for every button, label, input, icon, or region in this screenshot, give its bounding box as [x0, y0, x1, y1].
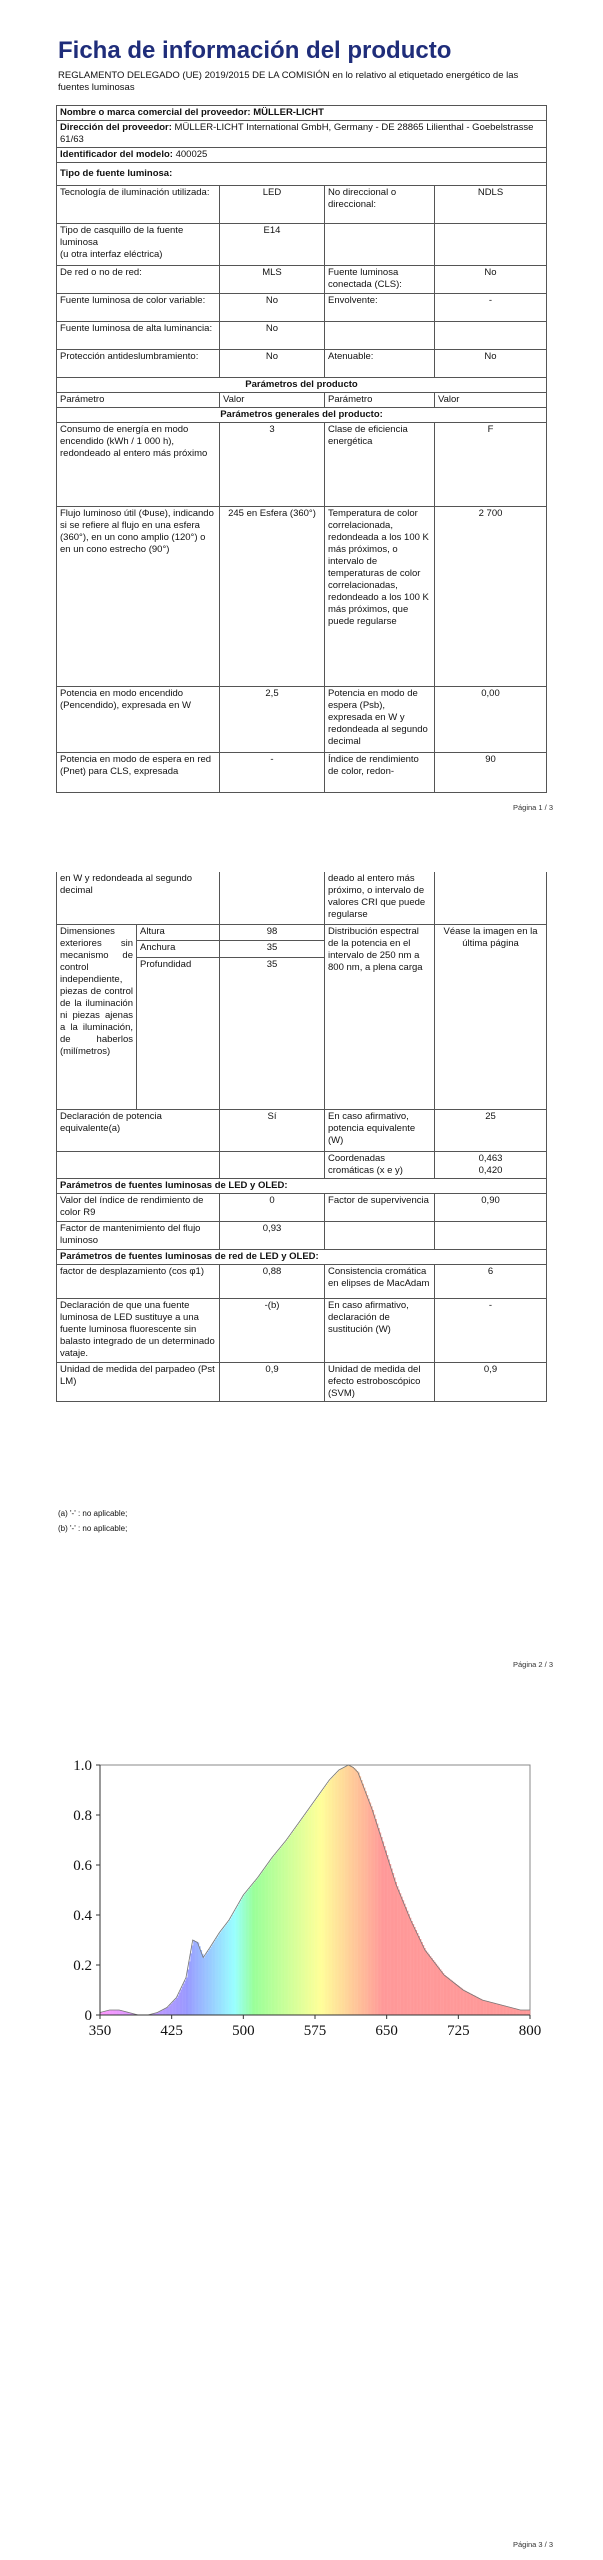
- param-value: No: [220, 350, 325, 378]
- param-label: Unidad de medida del parpadeo (Pst LM): [57, 1362, 220, 1401]
- dimension-key: Profundidad: [137, 957, 220, 1109]
- param-value: 2,5: [220, 687, 325, 753]
- type-heading: Tipo de fuente luminosa:: [57, 163, 547, 186]
- param-value: No: [435, 266, 547, 294]
- param-label: Coordenadas cromáticas (x e y): [325, 1151, 435, 1178]
- param-label: Flujo luminoso útil (Φuse), indicando si se refiere al flujo en una esfera (360°), en un cono amplio (120°) o en un cono estrecho (90°): [57, 507, 220, 687]
- param-label: [325, 1221, 435, 1249]
- param-value: -: [435, 294, 547, 322]
- y-tick-label: 0: [84, 2008, 92, 2024]
- x-tick-label: 650: [375, 2023, 398, 2039]
- spectrum-stripe: [529, 2010, 531, 2015]
- page-number: Página 1 / 3: [512, 803, 553, 812]
- param-value: E14: [220, 224, 325, 266]
- param-label: Índice de rendimiento de color, redon-: [325, 753, 435, 793]
- param-value: 3: [220, 423, 325, 507]
- product-info-table: [56, 105, 547, 793]
- param-value: 6: [435, 1264, 547, 1298]
- param-value: No: [435, 350, 547, 378]
- spectral-distribution-chart: [40, 1755, 550, 2055]
- param-label: Consumo de energía en modo encendido (kWh / 1 000 h), redondeado al entero más próximo: [57, 423, 220, 507]
- params-heading: Parámetros del producto: [57, 378, 547, 393]
- param-value: 0,9: [220, 1362, 325, 1401]
- param-value: 0,463 0,420: [435, 1151, 547, 1178]
- param-label: De red o no de red:: [57, 266, 220, 294]
- param-value: -(b): [220, 1298, 325, 1362]
- param-value: -: [220, 753, 325, 793]
- param-value: Sí: [220, 1109, 325, 1151]
- param-label: factor de desplazamiento (cos φ1): [57, 1264, 220, 1298]
- page-number: Página 3 / 3: [512, 2540, 553, 2549]
- param-label: Potencia en modo de espera en red (Pnet) para CLS, expresada: [57, 753, 220, 793]
- page-2: [0, 870, 603, 1692]
- footnote-a: (a) '-' : no aplicable;: [58, 1509, 128, 1518]
- param-label: Tipo de casquillo de la fuente luminosa (u otra interfaz eléctrica): [57, 224, 220, 266]
- param-value: 25: [435, 1109, 547, 1151]
- param-label: Tecnología de iluminación utilizada:: [57, 186, 220, 224]
- col-value: Valor: [435, 393, 547, 408]
- product-info-table-continued: [56, 872, 547, 1402]
- led-heading: Parámetros de fuentes luminosas de LED y OLED:: [57, 1178, 547, 1193]
- model-identifier: Identificador del modelo: 400025: [57, 148, 547, 163]
- param-label: Distribución espectral de la potencia en el intervalo de 250 nm a 800 nm, a plena carga: [325, 924, 435, 1109]
- x-tick-label: 725: [447, 2023, 470, 2039]
- param-value: [435, 1221, 547, 1249]
- param-label: Factor de supervivencia: [325, 1193, 435, 1221]
- document-title: Ficha de información del producto: [58, 37, 452, 64]
- param-label: Fuente luminosa de color variable:: [57, 294, 220, 322]
- param-value: 0,88: [220, 1264, 325, 1298]
- supplier-name: Nombre o marca comercial del proveedor: MÜLLER-LICHT: [57, 106, 547, 121]
- dimension-value: 35: [220, 957, 325, 1109]
- param-label: Protección antideslumbramiento:: [57, 350, 220, 378]
- dimension-key: Altura: [137, 924, 220, 941]
- param-value: 0,9: [435, 1362, 547, 1401]
- param-value: 0: [220, 1193, 325, 1221]
- param-label: Temperatura de color correlacionada, redondeada a los 100 K más próximos, o intervalo de temperaturas de color correlacionadas, redondeado a los 100 K más próximos, que puede regularse: [325, 507, 435, 687]
- param-label: Clase de eficiencia energética: [325, 423, 435, 507]
- param-label: en W y redondeada al segundo decimal: [57, 872, 220, 924]
- param-label: Consistencia cromática en elipses de MacAdam: [325, 1264, 435, 1298]
- y-tick-label: 1.0: [73, 1758, 92, 1774]
- y-tick-label: 0.4: [73, 1908, 92, 1924]
- param-value: 0,93: [220, 1221, 325, 1249]
- param-value: 0,90: [435, 1193, 547, 1221]
- param-value: 90: [435, 753, 547, 793]
- param-label: No direccional o direccional:: [325, 186, 435, 224]
- x-tick-label: 575: [303, 2023, 327, 2039]
- param-value: F: [435, 423, 547, 507]
- param-label: Envolvente:: [325, 294, 435, 322]
- dimensions-label: Dimensiones exteriores sin mecanismo de control independiente, piezas de control de la iluminación ni piezas ajenas a la iluminación, de haberlos (milímetros): [57, 924, 137, 1109]
- param-label: Factor de mantenimiento del flujo luminoso: [57, 1221, 220, 1249]
- mains-heading: Parámetros de fuentes luminosas de red de LED y OLED:: [57, 1249, 547, 1264]
- param-value: 2 700: [435, 507, 547, 687]
- dimension-value: 35: [220, 941, 325, 958]
- general-heading: Parámetros generales del producto:: [57, 408, 547, 423]
- y-tick-label: 0.8: [73, 1808, 92, 1824]
- param-label: Potencia en modo encendido (Pencendido), expresada en W: [57, 687, 220, 753]
- y-tick-label: 0.6: [73, 1858, 92, 1874]
- param-value: No: [220, 294, 325, 322]
- dimension-value: 98: [220, 924, 325, 941]
- param-value: LED: [220, 186, 325, 224]
- col-value: Valor: [220, 393, 325, 408]
- x-tick-label: 800: [518, 2023, 542, 2039]
- param-label: En caso afirmativo, declaración de sustitución (W): [325, 1298, 435, 1362]
- param-label: Declaración de que una fuente luminosa de LED sustituye a una fuente luminosa fluorescente sin balasto integrado de un determinado vataje.: [57, 1298, 220, 1362]
- param-label: [325, 322, 435, 350]
- page-1: [0, 0, 603, 822]
- param-label: En caso afirmativo, potencia equivalente (W): [325, 1109, 435, 1151]
- dimension-key: Anchura: [137, 941, 220, 958]
- param-value: -: [435, 1298, 547, 1362]
- param-value: 245 en Esfera (360°): [220, 507, 325, 687]
- footnote-b: (b) '-' : no aplicable;: [58, 1524, 128, 1533]
- supplier-address: Dirección del proveedor: MÜLLER-LICHT International GmbH, Germany - DE 28865 Lilienthal - Goebelstrasse 61/63: [57, 121, 547, 148]
- x-tick-label: 425: [160, 2023, 183, 2039]
- param-label: Fuente luminosa conectada (CLS):: [325, 266, 435, 294]
- param-value: No: [220, 322, 325, 350]
- param-label: Atenuable:: [325, 350, 435, 378]
- param-value: MLS: [220, 266, 325, 294]
- x-tick-label: 350: [88, 2023, 112, 2039]
- regulation-text: REGLAMENTO DELEGADO (UE) 2019/2015 DE LA COMISIÓN en lo relativo al etiquetado energético de las fuentes luminosas: [58, 70, 519, 93]
- y-tick-label: 0.2: [73, 1958, 92, 1974]
- page-3: [0, 1700, 603, 2560]
- param-label: Declaración de potencia equivalente(a): [57, 1109, 220, 1151]
- param-label: Potencia en modo de espera (Psb), expresada en W y redondeada al segundo decimal: [325, 687, 435, 753]
- page-number: Página 2 / 3: [512, 1660, 553, 1669]
- param-label: Valor del índice de rendimiento de color R9: [57, 1193, 220, 1221]
- param-label: Fuente luminosa de alta luminancia:: [57, 322, 220, 350]
- param-value: 0,00: [435, 687, 547, 753]
- param-label: deado al entero más próximo, o intervalo de valores CRI que puede regularse: [325, 872, 435, 924]
- param-value: [435, 224, 547, 266]
- param-label: [325, 224, 435, 266]
- param-value: NDLS: [435, 186, 547, 224]
- param-value: [435, 322, 547, 350]
- param-value: Véase la imagen en la última página: [435, 924, 547, 1109]
- param-label: Unidad de medida del efecto estroboscópico (SVM): [325, 1362, 435, 1401]
- x-tick-label: 500: [232, 2023, 255, 2039]
- col-param: Parámetro: [57, 393, 220, 408]
- col-param: Parámetro: [325, 393, 435, 408]
